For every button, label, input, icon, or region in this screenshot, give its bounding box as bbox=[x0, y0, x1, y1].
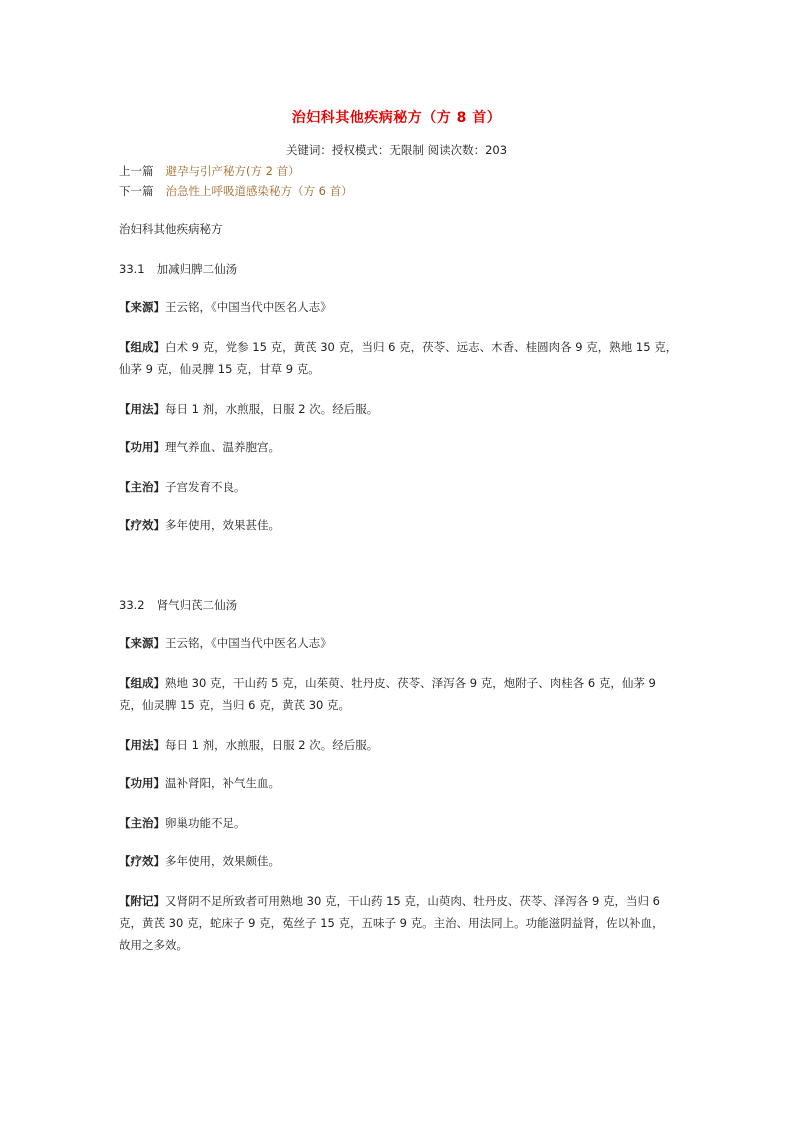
field-value: 熟地 30 克，干山药 5 克，山茱萸、牡丹皮、茯苓、泽泻各 9 克，炮附子、肉桂各 6 克，仙茅 9 bbox=[165, 676, 656, 690]
field-label: 【主治】 bbox=[119, 816, 165, 830]
recipe-note-cont: 克，黄芪 30 克，蛇床子 9 克，菟丝子 15 克，五味子 9 克。主治、用法同上。功能滋阴益肾，佐以补血， bbox=[119, 916, 664, 930]
recipe-composition bbox=[119, 336, 679, 358]
recipe-composition-cont: 仙茅 9 克，仙灵脾 15 克，甘草 9 克。 bbox=[119, 362, 320, 376]
recipe-source bbox=[119, 296, 679, 318]
page-title: 治妇科其他疾病秘方（方 8 首） bbox=[291, 110, 502, 126]
prev-article-link[interactable]: 避孕与引产秘方(方 2 首） bbox=[165, 164, 300, 178]
field-value: 白术 9 克，党参 15 克，黄芪 30 克，当归 6 克，茯苓、远志、木香、桂圆肉各 9 克，熟地 15 克， bbox=[165, 340, 678, 354]
field-label: 【来源】 bbox=[119, 300, 165, 314]
recipe-result bbox=[119, 850, 679, 872]
field-label: 【附记】 bbox=[119, 894, 165, 908]
recipe-indication bbox=[119, 476, 679, 498]
field-label: 【组成】 bbox=[119, 676, 165, 690]
recipe-result bbox=[119, 514, 679, 536]
recipe-source bbox=[119, 632, 679, 654]
field-label: 【主治】 bbox=[119, 480, 165, 494]
next-label: 下一篇 bbox=[119, 184, 154, 198]
recipe-heading bbox=[119, 594, 679, 616]
next-article-link[interactable]: 治急性上呼吸道感染秘方（方 6 首） bbox=[165, 184, 353, 198]
section-title: 治妇科其他疾病秘方 bbox=[119, 222, 223, 236]
field-value: 子宫发育不良。 bbox=[165, 480, 246, 494]
field-label: 【功用】 bbox=[119, 440, 165, 454]
recipe-note bbox=[119, 890, 679, 912]
field-value: 王云铭，《中国当代中医名人志》 bbox=[165, 636, 332, 650]
field-value: 理气养血、温养胞宫。 bbox=[165, 440, 280, 454]
field-label: 【疗效】 bbox=[119, 518, 165, 532]
field-value: 卵巢功能不足。 bbox=[165, 816, 246, 830]
recipe-number: 33.2 bbox=[119, 598, 145, 612]
field-label: 【组成】 bbox=[119, 340, 165, 354]
prev-article-nav bbox=[119, 163, 300, 179]
next-article-nav bbox=[119, 183, 353, 199]
recipe-note-cont: 故用之多效。 bbox=[119, 938, 188, 952]
recipe-heading bbox=[119, 258, 679, 280]
recipe-number: 33.1 bbox=[119, 262, 145, 276]
field-label: 【疗效】 bbox=[119, 854, 165, 868]
recipe-indication bbox=[119, 812, 679, 834]
field-label: 【用法】 bbox=[119, 402, 165, 416]
field-value: 每日 1 剂，水煎服，日服 2 次。经后服。 bbox=[165, 402, 379, 416]
recipe-usage bbox=[119, 398, 679, 420]
recipe-composition bbox=[119, 672, 679, 694]
field-value: 又肾阴不足所致者可用熟地 30 克，干山药 15 克，山萸肉、牡丹皮、茯苓、泽泻各 9 克，当归 6 bbox=[165, 894, 660, 908]
field-value: 温补肾阳，补气生血。 bbox=[165, 776, 280, 790]
article-meta: 关键词：授权模式：无限制 阅读次数：203 bbox=[285, 143, 508, 157]
recipe-name: 加减归脾二仙汤 bbox=[156, 262, 238, 276]
recipe-name: 肾气归芪二仙汤 bbox=[156, 598, 238, 612]
recipe-usage bbox=[119, 734, 679, 756]
field-label: 【来源】 bbox=[119, 636, 165, 650]
field-value: 每日 1 剂，水煎服，日服 2 次。经后服。 bbox=[165, 738, 379, 752]
recipe-effect bbox=[119, 772, 679, 794]
prev-label: 上一篇 bbox=[119, 164, 154, 178]
field-label: 【用法】 bbox=[119, 738, 165, 752]
field-value: 王云铭，《中国当代中医名人志》 bbox=[165, 300, 332, 314]
recipe-composition-cont: 克，仙灵脾 15 克，当归 6 克，黄芪 30 克。 bbox=[119, 698, 351, 712]
recipe-effect bbox=[119, 436, 679, 458]
field-value: 多年使用，效果甚佳。 bbox=[165, 518, 280, 532]
field-label: 【功用】 bbox=[119, 776, 165, 790]
field-value: 多年使用，效果颇佳。 bbox=[165, 854, 280, 868]
